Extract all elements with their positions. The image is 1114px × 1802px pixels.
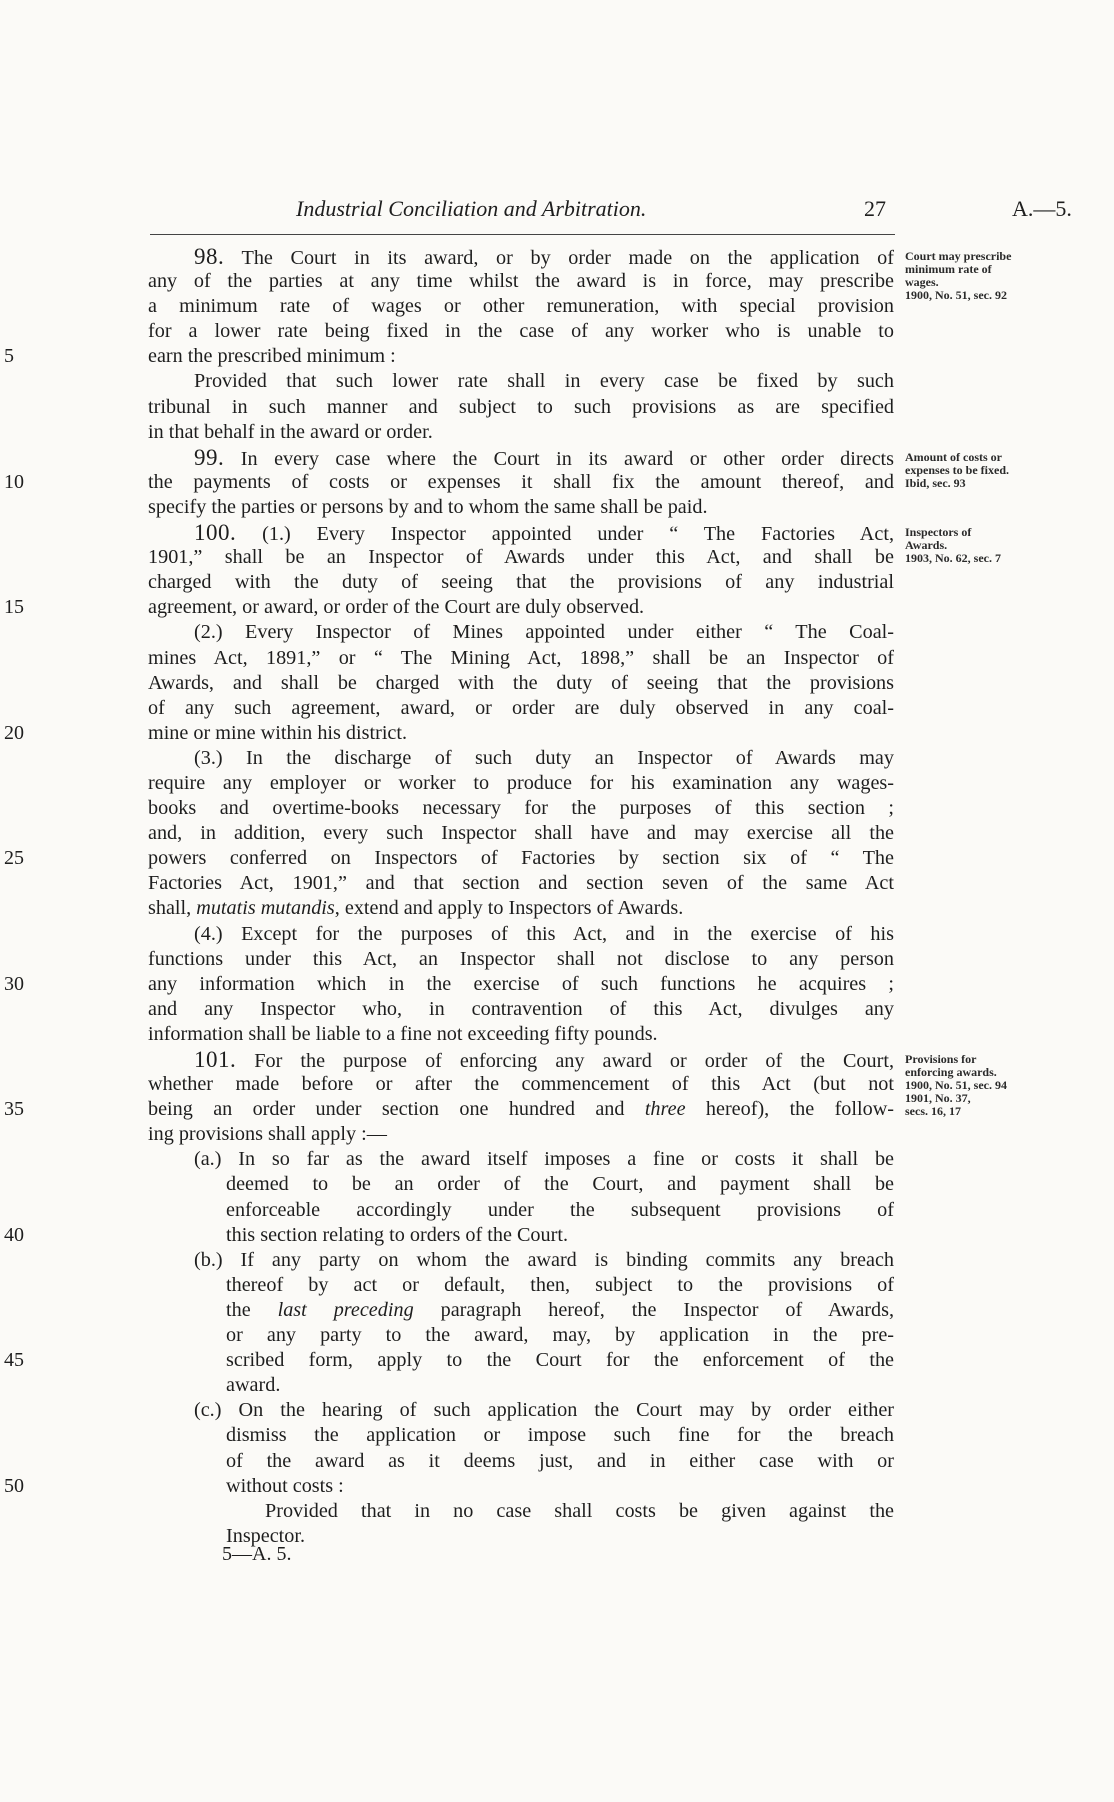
text-line <box>148 646 894 671</box>
line-text: of the award as it deems just, and in either case with or <box>226 1449 894 1472</box>
text-line <box>148 570 894 595</box>
line-text: books and overtime-books necessary for the purposes of this section ; <box>148 797 894 820</box>
section-number: 101. <box>194 1047 237 1072</box>
marginal-note-line: expenses to be fixed. <box>905 462 1009 477</box>
text-line <box>148 922 894 947</box>
text-line <box>148 1248 894 1273</box>
line-text: powers conferred on Inspectors of Factories by section six of “ The <box>148 847 894 870</box>
text-line <box>148 520 894 545</box>
text-line <box>148 871 894 896</box>
italic-text: last preceding <box>277 1298 414 1321</box>
text-line <box>148 1423 894 1448</box>
section-number: 99. <box>194 444 225 470</box>
line-text: (1.) Every Inspector appointed under “ The Factories Act, <box>236 523 894 546</box>
text-line <box>148 997 894 1022</box>
series-number: A.—5. <box>1012 196 1072 221</box>
text-line <box>148 947 894 972</box>
marginal-note-line: enforcing awards. <box>905 1065 997 1080</box>
line-text: (4.) Except for the purposes of this Act, and in the exercise of his <box>194 922 894 945</box>
text-line <box>148 796 894 821</box>
text-line <box>4 344 894 369</box>
text-line <box>148 1172 894 1197</box>
italic-text: mutatis mutandis <box>196 897 335 920</box>
marginal-note-line: minimum rate of <box>905 262 992 276</box>
line-text: specify the parties or persons by and to whom the same shall be paid. <box>148 495 708 518</box>
line-text: 1901,” shall be an Inspector of Awards under this Act, and shall be <box>148 546 894 569</box>
marginal-note-line: 1903, No. 62, sec. 7 <box>905 551 1001 566</box>
text-line <box>4 1223 894 1248</box>
line-text: Provided that such lower rate shall in every case be fixed by such <box>194 370 894 393</box>
statute-text <box>4 244 894 1549</box>
text-span: the <box>226 1298 278 1321</box>
line-text: any information which in the exercise of such functions he acquires ; <box>148 972 894 995</box>
line-text: earn the prescribed minimum : <box>148 345 396 368</box>
text-line <box>148 771 894 796</box>
text-line <box>148 1122 894 1147</box>
text-line <box>148 746 894 771</box>
line-text: enforceable accordingly under the subsequent provisions of <box>226 1198 894 1221</box>
line-text: For the purpose of enforcing any award or order of the Court, <box>236 1050 894 1072</box>
line-text: Inspector. <box>226 1524 306 1547</box>
line-text: agreement, or award, or order of the Court are duly observed. <box>148 596 645 619</box>
line-text: information shall be liable to a fine not exceeding fifty pounds. <box>148 1022 658 1045</box>
marginal-note-line: 1901, No. 37, <box>905 1091 971 1106</box>
line-text: (b.) If any party on whom the award is binding commits any breach <box>194 1248 894 1271</box>
text-line <box>148 696 894 721</box>
line-text: in that behalf in the award or order. <box>148 420 433 443</box>
line-text: scribed form, apply to the Court for the enforcement of the <box>226 1349 894 1372</box>
text-line <box>148 1449 894 1474</box>
line-text: this section relating to orders of the Court. <box>226 1223 568 1246</box>
text-line <box>4 1474 894 1499</box>
line-number: 20 <box>4 721 24 744</box>
text-line <box>4 721 894 746</box>
page-number: 27 <box>864 196 886 221</box>
line-number: 35 <box>4 1098 24 1121</box>
marginal-note-line: wages. <box>905 275 939 289</box>
marginal-note-line: secs. 16, 17 <box>905 1104 961 1119</box>
text-line <box>148 545 894 570</box>
line-number: 10 <box>4 470 24 493</box>
marginal-note <box>905 1053 1105 1118</box>
text-line <box>148 821 894 846</box>
text-line <box>148 896 894 921</box>
line-text: (3.) In the discharge of such duty an Inspector of Awards may <box>194 746 894 769</box>
line-text: functions under this Act, an Inspector shall not disclose to any person <box>148 947 894 970</box>
marginal-note-line: Provisions for <box>905 1052 977 1067</box>
marginal-note-line: Amount of costs or <box>905 449 1002 464</box>
text-line <box>148 671 894 696</box>
text-line <box>148 1398 894 1423</box>
line-number: 25 <box>4 847 24 870</box>
text-line <box>148 1147 894 1172</box>
text-line <box>148 395 894 420</box>
line-text: of any such agreement, award, or order are duly observed in any coal- <box>148 696 894 719</box>
line-text: mine or mine within his district. <box>148 721 408 744</box>
line-text: , extend and apply to Inspectors of Awards. <box>334 897 684 920</box>
line-number: 5 <box>4 345 14 368</box>
marginal-note-line: Court may prescribe <box>905 249 1012 263</box>
marginal-note-line: Inspectors of <box>905 525 972 540</box>
text-line <box>148 319 894 344</box>
text-line <box>148 1072 894 1097</box>
text-line <box>148 1323 894 1348</box>
marginal-note <box>905 526 1105 565</box>
text-line <box>148 445 894 470</box>
text-line <box>4 595 894 620</box>
text-line <box>148 1373 894 1398</box>
line-text: tribunal in such manner and subject to such provisions as are specified <box>148 395 894 418</box>
text-line <box>148 620 894 645</box>
text-line <box>4 1097 894 1122</box>
line-number: 50 <box>4 1474 24 1497</box>
text-span: shall, <box>148 897 197 920</box>
line-text: or any party to the award, may, by application in the pre- <box>226 1324 894 1347</box>
text-line <box>148 294 894 319</box>
line-text: and, in addition, every such Inspector shall have and may exercise all the <box>148 822 894 845</box>
text-line <box>4 470 894 495</box>
section-number: 100. <box>194 520 237 546</box>
text-line <box>148 1198 894 1223</box>
line-text: a minimum rate of wages or other remuneration, with special provision <box>148 295 894 318</box>
line-number: 45 <box>4 1349 24 1372</box>
text-line <box>148 1273 894 1298</box>
text-line <box>4 846 894 871</box>
marginal-note-line: Ibid, sec. 93 <box>905 475 966 490</box>
text-line <box>148 244 894 269</box>
text-line <box>4 1348 894 1373</box>
text-line <box>148 269 894 294</box>
text-line <box>148 420 894 445</box>
line-text: Awards, and shall be charged with the duty of seeing that the provisions <box>148 671 894 694</box>
italic-text: three <box>644 1098 686 1121</box>
text-line <box>148 1047 894 1072</box>
text-line <box>148 495 894 520</box>
line-text: hereof), the follow- <box>685 1098 894 1121</box>
marginal-note-line: Awards. <box>905 538 948 553</box>
line-text: thereof by act or default, then, subject to the provisions of <box>226 1273 894 1296</box>
line-text: Provided that in no case shall costs be given against the <box>265 1499 894 1522</box>
text-line <box>148 1298 894 1323</box>
line-text: deemed to be an order of the Court, and payment shall be <box>226 1173 894 1196</box>
marginal-note-line: 1900, No. 51, sec. 94 <box>905 1078 1007 1093</box>
line-text: require any employer or worker to produce for his examination any wages- <box>148 771 894 794</box>
line-text: any of the parties at any time whilst the award is in force, may prescribe <box>148 270 894 293</box>
line-text: (2.) Every Inspector of Mines appointed under either “ The Coal- <box>194 621 894 644</box>
marginal-note <box>905 451 1105 490</box>
header-rule <box>150 234 895 235</box>
running-header <box>0 196 1114 226</box>
line-number: 40 <box>4 1223 24 1246</box>
line-text: the payments of costs or expenses it shall fix the amount thereof, and <box>148 470 894 493</box>
signature-mark: 5—A. 5. <box>222 1543 292 1565</box>
line-text: mines Act, 1891,” or “ The Mining Act, 1898,” shall be an Inspector of <box>148 646 894 669</box>
line-text: dismiss the application or impose such fine for the breach <box>226 1424 894 1447</box>
text-line <box>148 1499 894 1524</box>
section-number: 98. <box>194 244 225 269</box>
line-text: award. <box>226 1374 281 1397</box>
line-text: (c.) On the hearing of such application the Court may by order either <box>194 1399 894 1422</box>
line-number: 30 <box>4 972 24 995</box>
text-line <box>4 972 894 997</box>
running-title: Industrial Conciliation and Arbitration. <box>296 196 647 221</box>
text-line <box>148 1022 894 1047</box>
line-number: 15 <box>4 596 24 619</box>
line-text: whether made before or after the commencement of this Act (but not <box>148 1073 894 1096</box>
marginal-note <box>905 250 1105 302</box>
line-text: without costs : <box>226 1474 344 1497</box>
text-line <box>148 369 894 394</box>
line-text: (a.) In so far as the award itself imposes a fine or costs it shall be <box>194 1148 894 1171</box>
line-text: Factories Act, 1901,” and that section and section seven of the same Act <box>148 872 894 895</box>
line-text: charged with the duty of seeing that the provisions of any industrial <box>148 571 894 594</box>
line-text: paragraph hereof, the Inspector of Awards, <box>413 1298 894 1321</box>
line-text: for a lower rate being fixed in the case of any worker who is unable to <box>148 320 894 343</box>
line-text: The Court in its award, or by order made on the application of <box>224 247 894 269</box>
marginal-note-line: 1900, No. 51, sec. 92 <box>905 288 1007 302</box>
line-text: ing provisions shall apply :— <box>148 1123 387 1146</box>
text-span: being an order under section one hundred and <box>148 1098 645 1121</box>
line-text: In every case where the Court in its award or other order directs <box>224 447 894 470</box>
line-text: and any Inspector who, in contravention of this Act, divulges any <box>148 997 894 1020</box>
